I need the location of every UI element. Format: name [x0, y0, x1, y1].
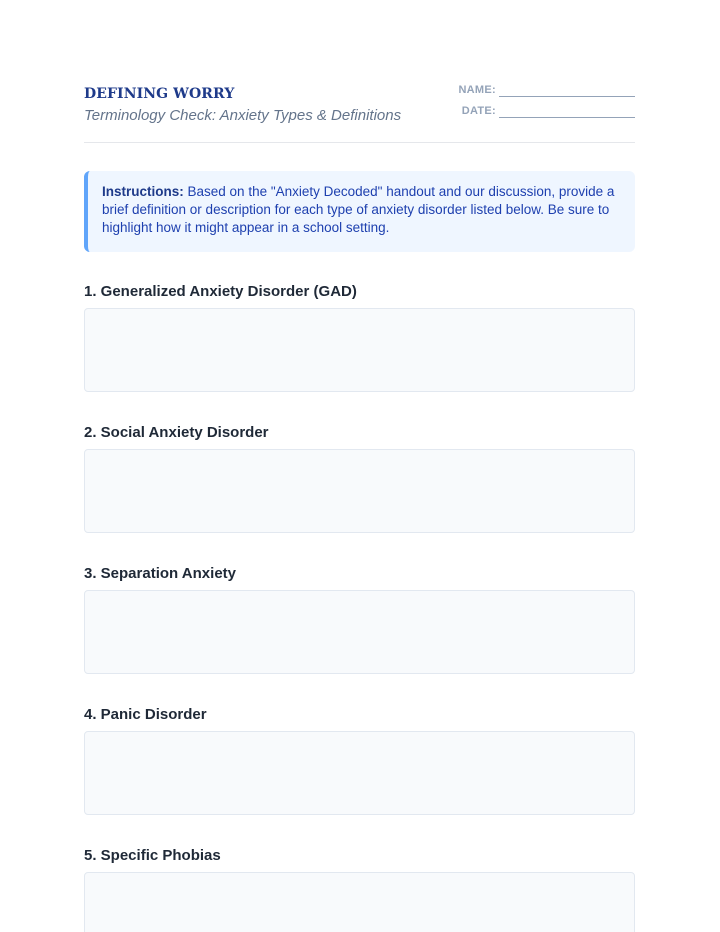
- worksheet-header: [84, 84, 635, 143]
- question-panic-disorder: [84, 706, 635, 815]
- instructions-callout: [84, 171, 635, 252]
- name-label: NAME:: [458, 84, 496, 96]
- answer-box[interactable]: [84, 590, 635, 674]
- date-row: [462, 105, 635, 118]
- answer-box[interactable]: [84, 308, 635, 392]
- question-separation-anxiety: [84, 565, 635, 674]
- question-title: 1. Generalized Anxiety Disorder (GAD): [84, 283, 357, 300]
- instructions-lead: Instructions:: [102, 184, 184, 199]
- question-title: 2. Social Anxiety Disorder: [84, 424, 269, 441]
- answer-box[interactable]: [84, 731, 635, 815]
- instructions-text: Based on the "Anxiety Decoded" handout and our discussion, provide a brief definition or description for each type of anxiety disorder listed below. Be sure to highlight how it might appear in a school setting.: [102, 184, 615, 235]
- question-title: 3. Separation Anxiety: [84, 565, 236, 582]
- question-title: 4. Panic Disorder: [84, 706, 207, 723]
- question-social-anxiety: [84, 424, 635, 533]
- answer-box[interactable]: [84, 449, 635, 533]
- name-row: [458, 84, 635, 97]
- worksheet-page: [84, 0, 635, 932]
- answer-box[interactable]: [84, 872, 635, 932]
- worksheet-title: DEFINING WORRY: [84, 86, 235, 102]
- question-title: 5. Specific Phobias: [84, 847, 221, 864]
- question-specific-phobias: [84, 847, 635, 932]
- date-field[interactable]: [499, 106, 635, 118]
- question-gad: [84, 283, 635, 392]
- date-label: DATE:: [461, 105, 496, 117]
- worksheet-subtitle: Terminology Check: Anxiety Types & Definitions: [84, 107, 402, 124]
- name-field[interactable]: [499, 85, 635, 97]
